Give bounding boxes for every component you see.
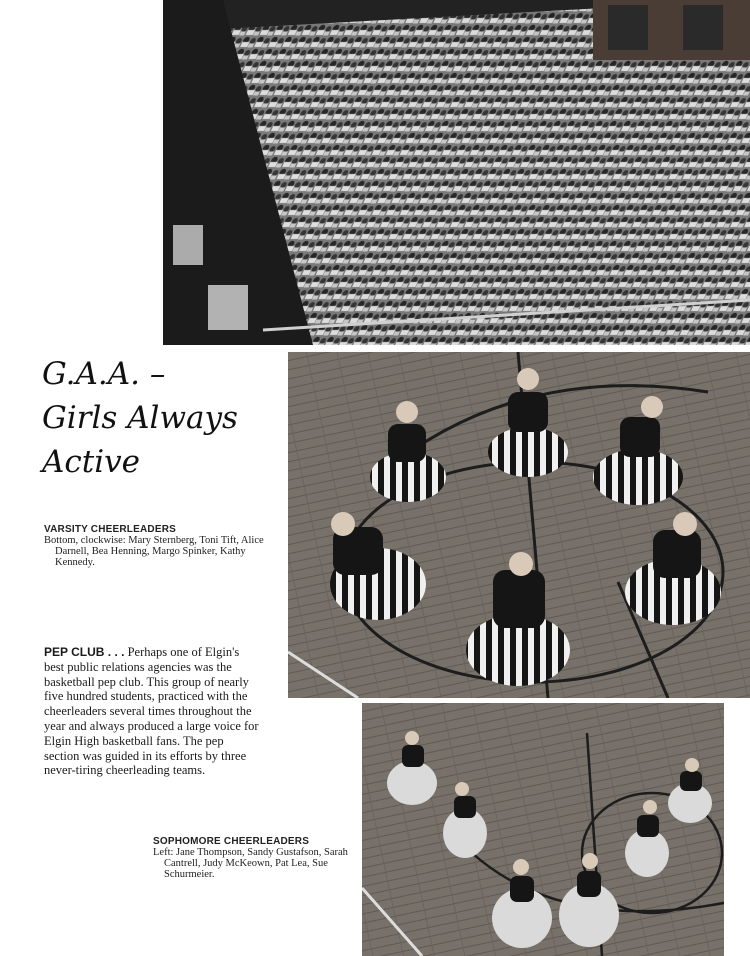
headline-line-1: G.A.A. – <box>42 356 166 392</box>
sophomore-cheerleaders-image <box>362 703 724 956</box>
varsity-caption-title: VARSITY CHEERLEADERS <box>44 524 176 535</box>
pep-club-body: Perhaps one of Elgin's best public relations agencies was the basketball pep club. This group of nearly five hundred students, practiced with the cheerleaders several times throughout the year and always produced a large voice for Elgin High basketball fans. The pep section was guided in its efforts by three never-tiring cheerleading teams. <box>44 645 259 778</box>
varsity-cheerleaders-caption <box>44 524 264 568</box>
pep-club-article <box>44 645 262 778</box>
sophomore-caption-title: SOPHOMORE CHEERLEADERS <box>153 836 310 847</box>
sophomore-cheerleaders-photo <box>362 703 724 956</box>
varsity-caption-names: Bottom, clockwise: Mary Sternberg, Toni Tift, Alice Darnell, Bea Henning, Margo Spinker, Kathy Kennedy. <box>44 535 264 568</box>
sophomore-caption-names: Left: Jane Thompson, Sandy Gustafson, Sarah Cantrell, Judy McKeown, Pat Lea, Sue Schurmeier. <box>153 847 348 880</box>
sophomore-cheerleaders-caption <box>153 836 358 880</box>
pep-club-crowd-photo <box>163 0 750 345</box>
varsity-cheerleaders-photo <box>288 352 750 698</box>
headline-line-3: Active <box>42 444 140 480</box>
pep-club-lead: PEP CLUB . . . <box>44 645 125 659</box>
varsity-cheerleaders-image <box>288 352 750 698</box>
page-headline <box>42 352 272 484</box>
headline-line-2: Girls Always <box>42 400 238 436</box>
pep-club-crowd-image <box>163 0 750 345</box>
